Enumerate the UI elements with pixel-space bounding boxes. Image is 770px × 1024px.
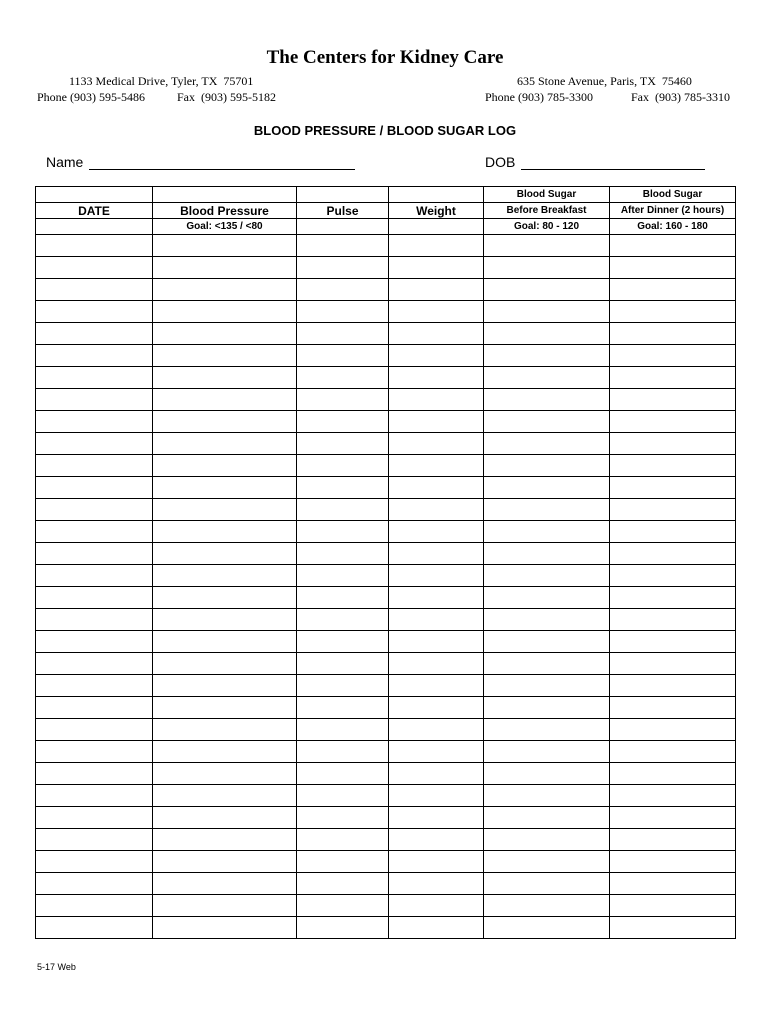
after-dinner-entry-cell[interactable] [610,895,736,917]
date-entry-cell[interactable] [36,323,153,345]
log-table [35,186,736,939]
header-cell [389,219,484,235]
left-office-fax: Fax (903) 595-5182 [177,90,276,104]
form-code: 5-17 Web [37,962,76,972]
date-entry-cell[interactable] [36,477,153,499]
date-entry-cell[interactable] [36,719,153,741]
date-column-header: DATE [36,203,153,219]
before-breakfast-entry-cell[interactable] [484,279,610,301]
pulse-entry-cell[interactable] [297,807,389,829]
table-row [36,609,736,631]
table-row [36,279,736,301]
after-dinner-entry-cell[interactable] [610,587,736,609]
date-entry-cell[interactable] [36,543,153,565]
name-label: Name [46,154,84,170]
blood-pressure-entry-cell[interactable] [153,829,297,851]
blood-pressure-entry-cell[interactable] [153,565,297,587]
after-dinner-entry-cell[interactable] [610,345,736,367]
after-dinner-entry-cell[interactable] [610,301,736,323]
pulse-entry-cell[interactable] [297,741,389,763]
before-breakfast-entry-cell[interactable] [484,653,610,675]
pulse-entry-cell[interactable] [297,873,389,895]
blood-pressure-entry-cell[interactable] [153,807,297,829]
weight-entry-cell[interactable] [389,323,484,345]
date-entry-cell[interactable] [36,499,153,521]
pulse-entry-cell[interactable] [297,697,389,719]
table-row [36,697,736,719]
before-breakfast-entry-cell[interactable] [484,587,610,609]
after-dinner-entry-cell[interactable] [610,851,736,873]
pulse-entry-cell[interactable] [297,499,389,521]
blood-pressure-entry-cell[interactable] [153,895,297,917]
table-row [36,301,736,323]
after-dinner-entry-cell[interactable] [610,785,736,807]
weight-entry-cell[interactable] [389,279,484,301]
blood-pressure-entry-cell[interactable] [153,917,297,939]
header-cell [297,187,389,203]
after-dinner-entry-cell[interactable] [610,917,736,939]
after-dinner-entry-cell[interactable] [610,235,736,257]
pulse-entry-cell[interactable] [297,345,389,367]
table-row [36,851,736,873]
blood-pressure-entry-cell[interactable] [153,411,297,433]
right-office-phone: Phone (903) 785-3300 [485,90,593,104]
before-breakfast-entry-cell[interactable] [484,257,610,279]
table-row [36,917,736,939]
left-office-phone: Phone (903) 595-5486 [37,90,145,104]
before-breakfast-entry-cell[interactable] [484,719,610,741]
after-dinner-entry-cell[interactable] [610,521,736,543]
blood-pressure-entry-cell[interactable] [153,785,297,807]
blood-pressure-entry-cell[interactable] [153,653,297,675]
table-row [36,235,736,257]
table-row [36,653,736,675]
table-row [36,895,736,917]
before-breakfast-entry-cell[interactable] [484,301,610,323]
after-dinner-entry-cell[interactable] [610,631,736,653]
date-entry-cell[interactable] [36,763,153,785]
weight-entry-cell[interactable] [389,807,484,829]
pulse-entry-cell[interactable] [297,389,389,411]
date-entry-cell[interactable] [36,521,153,543]
before-breakfast-entry-cell[interactable] [484,763,610,785]
blood-pressure-entry-cell[interactable] [153,323,297,345]
before-breakfast-entry-cell[interactable] [484,873,610,895]
weight-entry-cell[interactable] [389,389,484,411]
right-office-block [485,73,730,105]
before-breakfast-entry-cell[interactable] [484,367,610,389]
date-entry-cell[interactable] [36,433,153,455]
pulse-entry-cell[interactable] [297,675,389,697]
blood-pressure-entry-cell[interactable] [153,345,297,367]
after-dinner-entry-cell[interactable] [610,565,736,587]
dob-label: DOB [485,154,516,170]
table-row [36,367,736,389]
header-cell [297,219,389,235]
weight-entry-cell[interactable] [389,411,484,433]
header-row-top [36,187,736,203]
blood-pressure-entry-cell[interactable] [153,301,297,323]
table-row [36,763,736,785]
dob-field[interactable] [485,154,705,170]
before-breakfast-entry-cell[interactable] [484,609,610,631]
pulse-entry-cell[interactable] [297,279,389,301]
pulse-entry-cell[interactable] [297,323,389,345]
before-breakfast-entry-cell[interactable] [484,697,610,719]
before-breakfast-entry-cell[interactable] [484,499,610,521]
pulse-entry-cell[interactable] [297,301,389,323]
after-dinner-entry-cell[interactable] [610,389,736,411]
weight-entry-cell[interactable] [389,477,484,499]
date-entry-cell[interactable] [36,565,153,587]
blood-pressure-entry-cell[interactable] [153,763,297,785]
blood-pressure-entry-cell[interactable] [153,719,297,741]
log-table-body [36,235,736,939]
date-entry-cell[interactable] [36,609,153,631]
pulse-entry-cell[interactable] [297,631,389,653]
blood-pressure-entry-cell[interactable] [153,367,297,389]
left-office-block [37,73,276,105]
after-dinner-entry-cell[interactable] [610,653,736,675]
table-row [36,719,736,741]
blood-sugar-after-header: Blood Sugar [610,187,736,203]
pulse-entry-cell[interactable] [297,785,389,807]
right-office-address: 635 Stone Avenue, Paris, TX 75460 [517,74,692,88]
weight-entry-cell[interactable] [389,257,484,279]
before-breakfast-entry-cell[interactable] [484,323,610,345]
table-row [36,389,736,411]
weight-entry-cell[interactable] [389,653,484,675]
pulse-entry-cell[interactable] [297,719,389,741]
table-row [36,455,736,477]
weight-entry-cell[interactable] [389,345,484,367]
table-row [36,257,736,279]
after-dinner-header: After Dinner (2 hours) [610,203,736,219]
blood-pressure-entry-cell[interactable] [153,433,297,455]
table-row [36,675,736,697]
table-row [36,345,736,367]
weight-entry-cell[interactable] [389,785,484,807]
blood-pressure-goal: Goal: <135 / <80 [153,219,297,235]
pulse-entry-cell[interactable] [297,477,389,499]
weight-entry-cell[interactable] [389,763,484,785]
header-cell [36,187,153,203]
table-row [36,499,736,521]
weight-entry-cell[interactable] [389,719,484,741]
header-cell [389,187,484,203]
before-breakfast-entry-cell[interactable] [484,411,610,433]
table-row [36,477,736,499]
pulse-entry-cell[interactable] [297,367,389,389]
date-entry-cell[interactable] [36,631,153,653]
blood-pressure-entry-cell[interactable] [153,279,297,301]
after-dinner-entry-cell[interactable] [610,697,736,719]
weight-entry-cell[interactable] [389,917,484,939]
date-entry-cell[interactable] [36,697,153,719]
weight-entry-cell[interactable] [389,829,484,851]
date-entry-cell[interactable] [36,895,153,917]
table-row [36,521,736,543]
before-breakfast-entry-cell[interactable] [484,851,610,873]
pulse-entry-cell[interactable] [297,587,389,609]
blood-pressure-entry-cell[interactable] [153,499,297,521]
weight-entry-cell[interactable] [389,433,484,455]
organization-title: The Centers for Kidney Care [266,47,504,68]
name-line[interactable] [89,156,355,170]
table-row [36,411,736,433]
after-dinner-goal: Goal: 160 - 180 [610,219,736,235]
date-entry-cell[interactable] [36,235,153,257]
pulse-entry-cell[interactable] [297,433,389,455]
before-breakfast-entry-cell[interactable] [484,807,610,829]
weight-entry-cell[interactable] [389,851,484,873]
date-entry-cell[interactable] [36,873,153,895]
pulse-entry-cell[interactable] [297,917,389,939]
weight-entry-cell[interactable] [389,565,484,587]
pulse-entry-cell[interactable] [297,411,389,433]
log-title: BLOOD PRESSURE / BLOOD SUGAR LOG [253,123,517,138]
before-breakfast-entry-cell[interactable] [484,675,610,697]
date-entry-cell[interactable] [36,675,153,697]
before-breakfast-entry-cell[interactable] [484,433,610,455]
after-dinner-entry-cell[interactable] [610,719,736,741]
blood-pressure-entry-cell[interactable] [153,873,297,895]
table-row [36,829,736,851]
before-breakfast-entry-cell[interactable] [484,917,610,939]
after-dinner-entry-cell[interactable] [610,477,736,499]
after-dinner-entry-cell[interactable] [610,543,736,565]
pulse-entry-cell[interactable] [297,455,389,477]
header-cell [153,187,297,203]
pulse-entry-cell[interactable] [297,895,389,917]
pulse-entry-cell[interactable] [297,565,389,587]
after-dinner-entry-cell[interactable] [610,433,736,455]
blood-pressure-entry-cell[interactable] [153,851,297,873]
after-dinner-entry-cell[interactable] [610,455,736,477]
blood-pressure-entry-cell[interactable] [153,521,297,543]
pulse-entry-cell[interactable] [297,521,389,543]
table-row [36,785,736,807]
blood-pressure-entry-cell[interactable] [153,455,297,477]
weight-entry-cell[interactable] [389,741,484,763]
table-row [36,543,736,565]
pulse-entry-cell[interactable] [297,851,389,873]
weight-entry-cell[interactable] [389,609,484,631]
before-breakfast-entry-cell[interactable] [484,455,610,477]
after-dinner-entry-cell[interactable] [610,675,736,697]
pulse-entry-cell[interactable] [297,257,389,279]
blood-pressure-entry-cell[interactable] [153,697,297,719]
before-breakfast-header: Before Breakfast [484,203,610,219]
before-breakfast-entry-cell[interactable] [484,521,610,543]
table-row [36,433,736,455]
date-entry-cell[interactable] [36,829,153,851]
table-row [36,741,736,763]
weight-entry-cell[interactable] [389,367,484,389]
name-field[interactable] [46,154,355,170]
blood-pressure-entry-cell[interactable] [153,477,297,499]
before-breakfast-entry-cell[interactable] [484,477,610,499]
after-dinner-entry-cell[interactable] [610,367,736,389]
weight-entry-cell[interactable] [389,235,484,257]
after-dinner-entry-cell[interactable] [610,257,736,279]
date-entry-cell[interactable] [36,653,153,675]
weight-entry-cell[interactable] [389,587,484,609]
table-row [36,565,736,587]
before-breakfast-entry-cell[interactable] [484,895,610,917]
date-entry-cell[interactable] [36,587,153,609]
table-row [36,631,736,653]
right-office-fax: Fax (903) 785-3310 [631,90,730,104]
pulse-entry-cell[interactable] [297,609,389,631]
weight-entry-cell[interactable] [389,455,484,477]
blood-pressure-entry-cell[interactable] [153,235,297,257]
before-breakfast-entry-cell[interactable] [484,543,610,565]
before-breakfast-entry-cell[interactable] [484,235,610,257]
weight-entry-cell[interactable] [389,521,484,543]
weight-entry-cell[interactable] [389,873,484,895]
before-breakfast-entry-cell[interactable] [484,741,610,763]
weight-entry-cell[interactable] [389,301,484,323]
date-entry-cell[interactable] [36,807,153,829]
date-entry-cell[interactable] [36,301,153,323]
blood-pressure-column-header: Blood Pressure [153,203,297,219]
weight-column-header: Weight [389,203,484,219]
blood-pressure-entry-cell[interactable] [153,587,297,609]
table-row [36,807,736,829]
after-dinner-entry-cell[interactable] [610,741,736,763]
date-entry-cell[interactable] [36,257,153,279]
before-breakfast-entry-cell[interactable] [484,565,610,587]
after-dinner-entry-cell[interactable] [610,829,736,851]
pulse-entry-cell[interactable] [297,763,389,785]
pulse-entry-cell[interactable] [297,653,389,675]
before-breakfast-entry-cell[interactable] [484,785,610,807]
weight-entry-cell[interactable] [389,895,484,917]
before-breakfast-entry-cell[interactable] [484,389,610,411]
weight-entry-cell[interactable] [389,499,484,521]
dob-line[interactable] [521,156,705,170]
before-breakfast-goal: Goal: 80 - 120 [484,219,610,235]
after-dinner-entry-cell[interactable] [610,499,736,521]
date-entry-cell[interactable] [36,917,153,939]
blood-pressure-entry-cell[interactable] [153,631,297,653]
before-breakfast-entry-cell[interactable] [484,829,610,851]
blood-pressure-entry-cell[interactable] [153,543,297,565]
after-dinner-entry-cell[interactable] [610,807,736,829]
table-row [36,587,736,609]
pulse-entry-cell[interactable] [297,543,389,565]
weight-entry-cell[interactable] [389,675,484,697]
date-entry-cell[interactable] [36,279,153,301]
blood-pressure-entry-cell[interactable] [153,741,297,763]
blood-sugar-before-header: Blood Sugar [484,187,610,203]
left-office-address: 1133 Medical Drive, Tyler, TX 75701 [69,74,254,88]
date-entry-cell[interactable] [36,785,153,807]
before-breakfast-entry-cell[interactable] [484,631,610,653]
table-row [36,323,736,345]
table-row [36,873,736,895]
after-dinner-entry-cell[interactable] [610,609,736,631]
pulse-entry-cell[interactable] [297,235,389,257]
date-entry-cell[interactable] [36,389,153,411]
header-cell [36,219,153,235]
after-dinner-entry-cell[interactable] [610,873,736,895]
pulse-entry-cell[interactable] [297,829,389,851]
weight-entry-cell[interactable] [389,631,484,653]
after-dinner-entry-cell[interactable] [610,279,736,301]
date-entry-cell[interactable] [36,411,153,433]
weight-entry-cell[interactable] [389,697,484,719]
date-entry-cell[interactable] [36,851,153,873]
pulse-column-header: Pulse [297,203,389,219]
after-dinner-entry-cell[interactable] [610,763,736,785]
date-entry-cell[interactable] [36,455,153,477]
blood-pressure-entry-cell[interactable] [153,389,297,411]
weight-entry-cell[interactable] [389,543,484,565]
header-row-middle [36,203,736,219]
header-row-goals [36,219,736,235]
date-entry-cell[interactable] [36,345,153,367]
blood-pressure-entry-cell[interactable] [153,675,297,697]
after-dinner-entry-cell[interactable] [610,411,736,433]
after-dinner-entry-cell[interactable] [610,323,736,345]
date-entry-cell[interactable] [36,367,153,389]
before-breakfast-entry-cell[interactable] [484,345,610,367]
blood-pressure-entry-cell[interactable] [153,257,297,279]
blood-pressure-entry-cell[interactable] [153,609,297,631]
date-entry-cell[interactable] [36,741,153,763]
